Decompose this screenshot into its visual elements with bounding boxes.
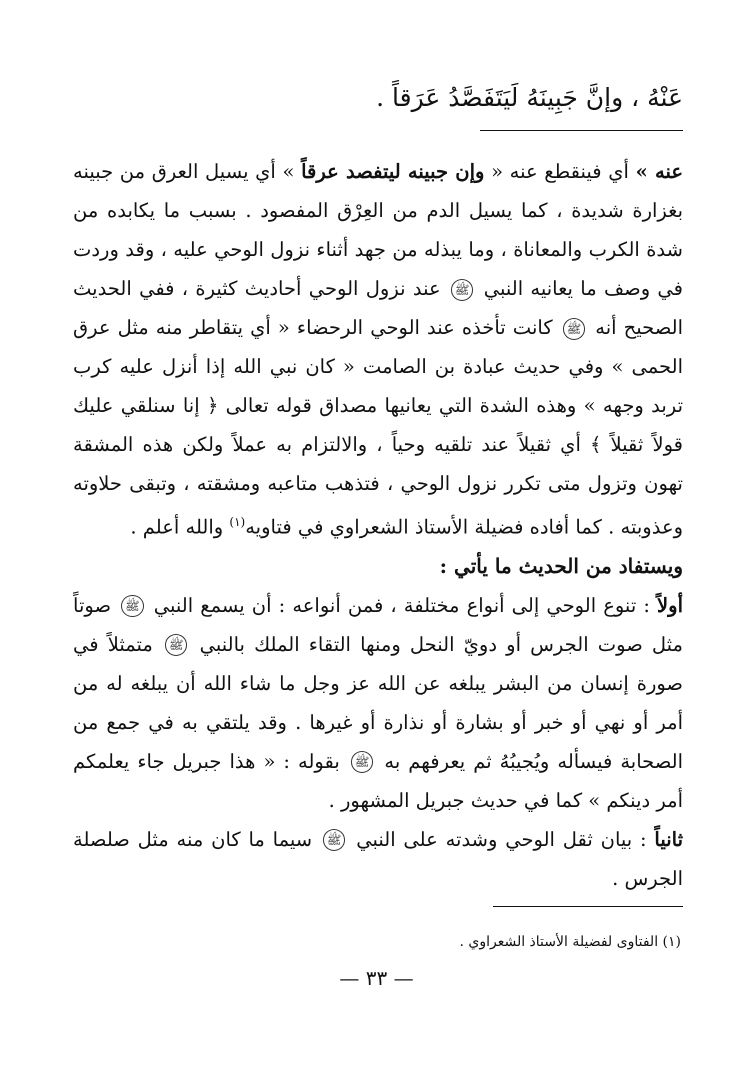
commentary-paragraph — [73, 152, 683, 547]
footnote-separator — [493, 906, 683, 907]
point-label: أولاً — [657, 593, 683, 617]
separator-line — [480, 130, 683, 131]
paragraph-lead-word: عنه » — [635, 160, 684, 183]
page-number: — ٣٣ — — [339, 966, 414, 990]
point-text: صوتاً مثل صوت الجرس أو دويّ النحل ومنها التقاء الملك بالنبي — [73, 593, 683, 656]
paragraph-text: كانت تأخذه عند الوحي الرحضاء « أي يتقاطر منه مثل عرق الحمى » وفي حديث عبادة بن الصامت « كان نبي الله إذا أنزل عليه كرب تربد وجهه » وهذه الشدة التي يعانيها مصداق قوله تعالى ﴿ إنا سنلقي عليك قولاً ثقيلاً ﴾ أي ثقيلاً عند تلقيه وحياً ، والالتزام به عملاً ولكن هذه المشقة تهون وتزول متى تكرر نزول الوحي ، فتذهب متاعبه ومشقته ، وتبقى حلاوته وعذوبته . كما أفاده فضيلة الأستاذ الشعراوي في فتاويه — [73, 316, 683, 539]
point-text: : تنوع الوحي إلى أنواع مختلفة ، فمن أنواعه : أن يسمع النبي — [153, 593, 658, 617]
footnote: (١) الفتاوى لفضيلة الأستاذ الشعراوي . — [459, 934, 681, 950]
hadith-text-line: عَنْهُ ، وإنَّ جَبِينَهُ لَيَتَفَصَّدُ عَرَقاً . — [376, 83, 683, 112]
commentary-body — [73, 150, 683, 898]
salutation-icon: ﷺ — [121, 595, 144, 617]
point-text: : بيان ثقل الوحي وشدته على النبي — [356, 827, 655, 851]
salutation-icon: ﷺ — [165, 634, 188, 656]
paragraph-text: أي فينقطع عنه « — [484, 160, 636, 183]
point-text: سيما ما كان منه مثل صلصلة الجرس . — [73, 827, 683, 890]
point-text: بقوله : « هذا جبريل جاء يعلمكم أمر دينكم » كما في حديث جبريل المشهور . — [73, 749, 683, 812]
salutation-icon: ﷺ — [351, 751, 374, 773]
paragraph-text: عند نزول الوحي أحاديث كثيرة ، ففي الحديث الصحيح أنه — [73, 277, 684, 339]
paragraph-text: والله أعلم . — [130, 515, 230, 539]
benefit-point-2 — [73, 820, 683, 898]
benefit-point-1 — [73, 586, 683, 820]
paragraph-text: » أي يسيل العرق من جبينه بغزارة شديدة ، كما يسيل الدم من العِرْق المفصود . بسبب ما يكابده من شدة الكرب والمعاناة ، وما يبذله من جهد أثناء نزول الوحي عليه ، وقد وردت في وصف ما يعانيه النبي — [73, 160, 684, 300]
salutation-icon: ﷺ — [323, 829, 346, 851]
quoted-phrase: وإن جبينه ليتفصد عرقاً — [301, 160, 485, 183]
salutation-icon: ﷺ — [451, 279, 474, 301]
point-text: متمثلاً في صورة إنسان من البشر يبلغه عن الله عز وجل ما شاء الله أن يبلغه له من أمر أو نهي أو خبر أو بشارة أو نذارة أو غيرها . وقد يلتقي به في جمع من الصحابة فيسأله ويُجيبُهُ ثم يعرفهم به — [73, 632, 684, 773]
salutation-icon: ﷺ — [563, 318, 586, 340]
section-heading: ويستفاد من الحديث ما يأتي : — [439, 553, 683, 578]
point-label: ثانياً — [654, 827, 684, 851]
footnote-reference: (١) — [229, 515, 246, 529]
